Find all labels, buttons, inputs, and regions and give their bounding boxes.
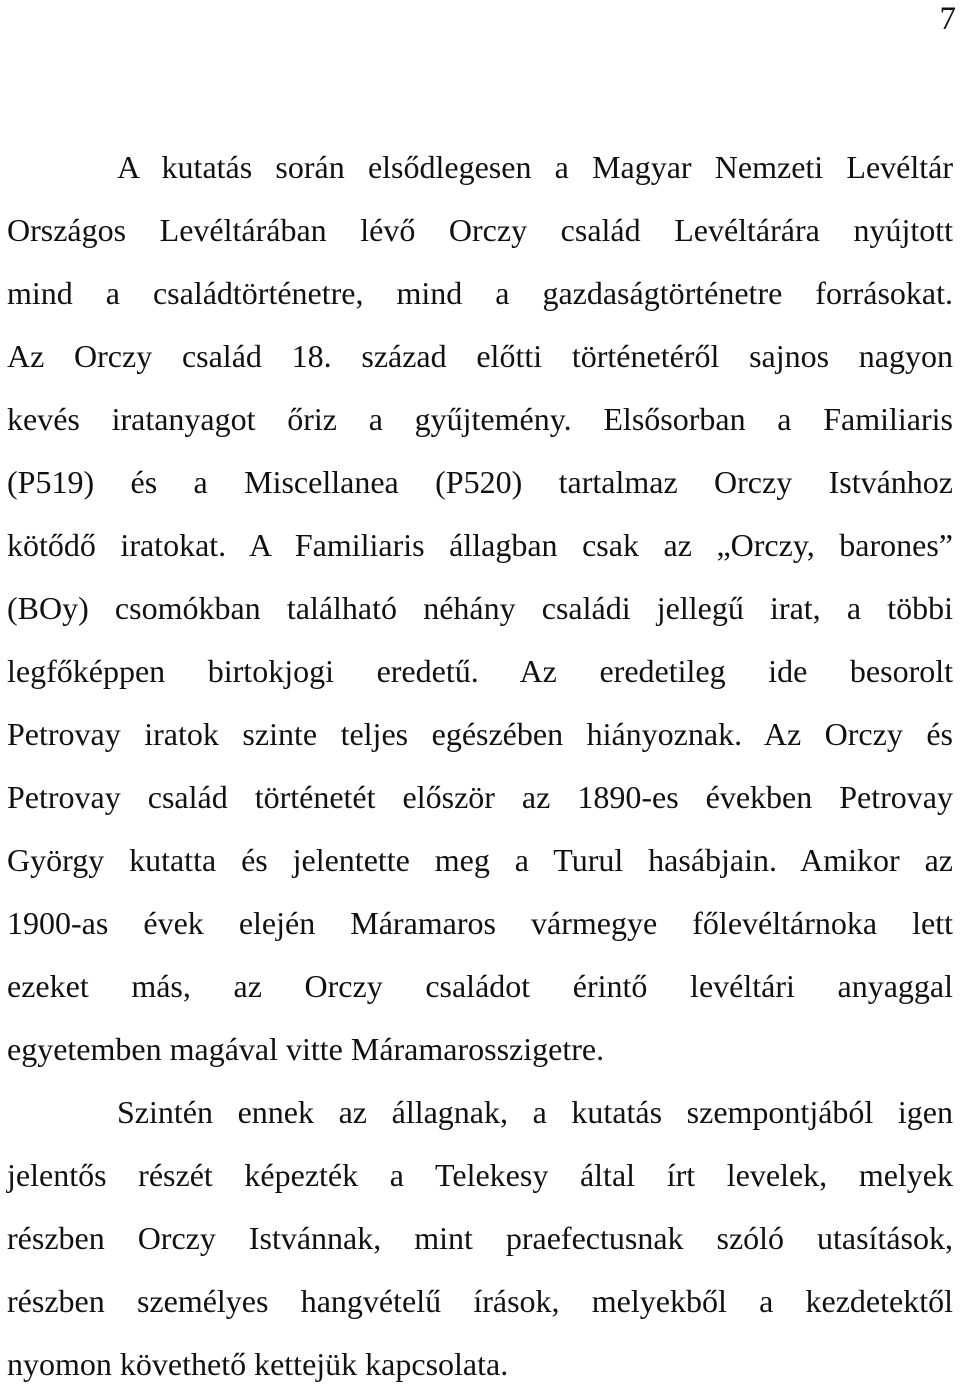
page-number: 7	[939, 1, 956, 37]
paragraph-1	[7, 136, 953, 1081]
text-line: jelentős részét képezték a Telekesy által írt levelek, melyek	[7, 1157, 953, 1193]
text-line: nyomon követhető kettejük kapcsolata.	[7, 1346, 509, 1382]
text-line: kötődő iratokat. A Familiaris állagban csak az „Orczy, barones”	[7, 527, 953, 563]
text-line: legfőképpen birtokjogi eredetű. Az eredetileg ide besorolt	[7, 653, 953, 689]
text-line: (BOy) csomókban található néhány családi jellegű irat, a többi	[7, 590, 953, 626]
text-line: A kutatás során elsődlegesen a Magyar Nemzeti Levéltár	[117, 149, 953, 185]
text-line: 1900-as évek elején Máramaros vármegye főlevéltárnoka lett	[7, 905, 953, 941]
text-line: kevés iratanyagot őriz a gyűjtemény. Elsősorban a Familiaris	[7, 401, 953, 437]
paragraph-2	[7, 1081, 953, 1396]
document-body	[7, 136, 953, 1396]
text-line: Szintén ennek az állagnak, a kutatás szempontjából igen	[117, 1094, 953, 1130]
text-line: egyetemben magával vitte Máramarosszigetre.	[7, 1031, 605, 1067]
text-line: Petrovay család történetét először az 1890-es években Petrovay	[7, 779, 953, 815]
text-line: mind a családtörténetre, mind a gazdaságtörténetre forrásokat.	[7, 275, 953, 311]
text-line: Petrovay iratok szinte teljes egészében hiányoznak. Az Orczy és	[7, 716, 953, 752]
text-line: Országos Levéltárában lévő Orczy család Levéltárára nyújtott	[7, 212, 953, 248]
text-line: Az Orczy család 18. század előtti történetéről sajnos nagyon	[7, 338, 953, 374]
text-line: ezeket más, az Orczy családot érintő levéltári anyaggal	[7, 968, 953, 1004]
text-line: részben személyes hangvételű írások, melyekből a kezdetektől	[7, 1283, 953, 1319]
text-line: (P519) és a Miscellanea (P520) tartalmaz Orczy Istvánhoz	[7, 464, 953, 500]
text-line: György kutatta és jelentette meg a Turul hasábjain. Amikor az	[7, 842, 953, 878]
text-line: részben Orczy Istvánnak, mint praefectusnak szóló utasítások,	[7, 1220, 953, 1256]
